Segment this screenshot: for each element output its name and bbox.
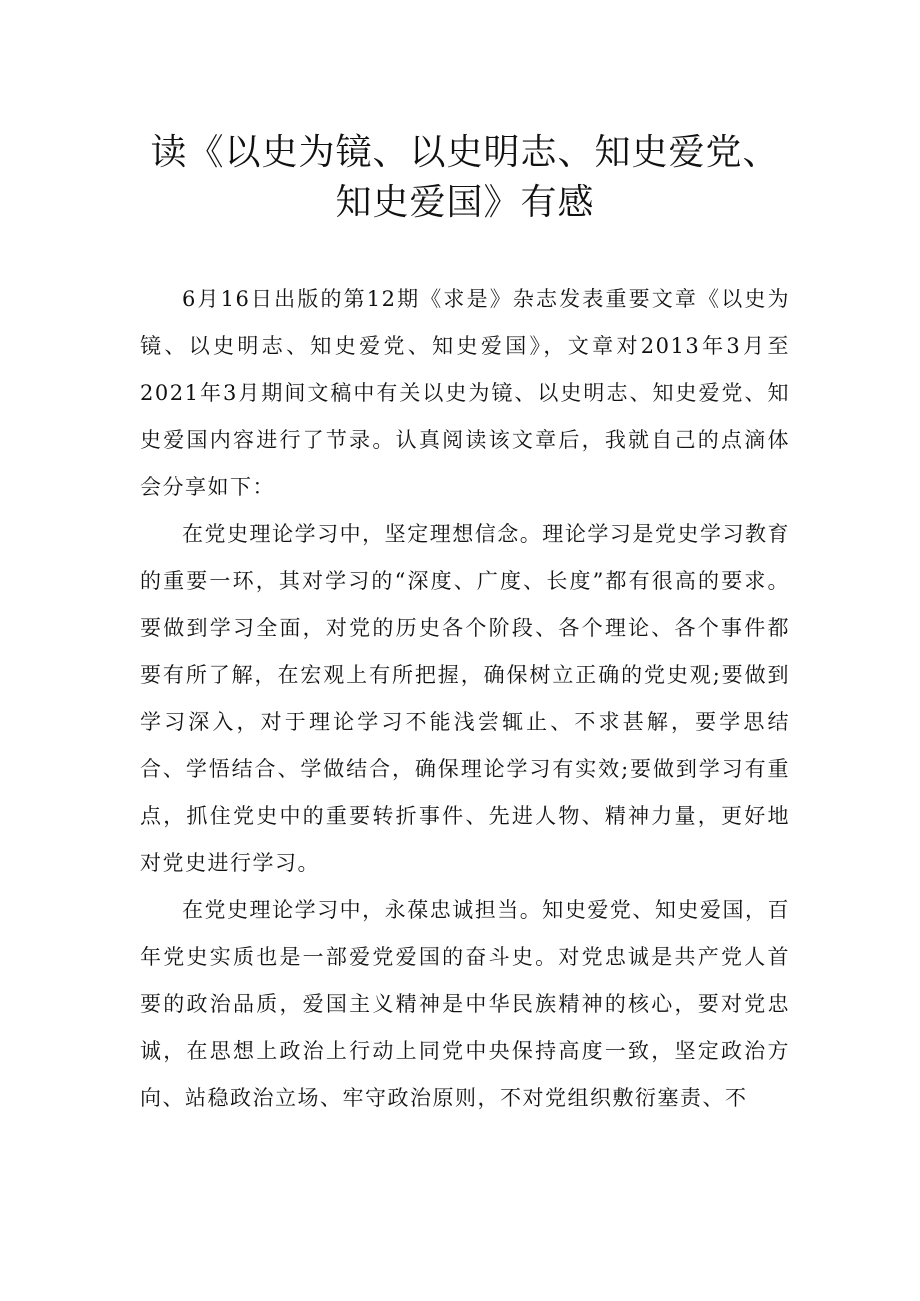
document-title: 读《以史为镜、以史明志、知史爱党、知史爱国》有感 bbox=[150, 132, 780, 223]
paragraph-intro: 6月16日出版的第12期《求是》杂志发表重要文章《以史为镜、以史明志、知史爱党、知史爱国》，文章对2013年3月至2021年3月期间文稿中有关以史为镜、以史明志、知史爱党、知史爱国内容进行了节录。认真阅读该文章后，我就自己的点滴体会分享如下： bbox=[140, 287, 790, 499]
paragraph-loyalty: 在党史理论学习中，永葆忠诚担当。知史爱党、知史爱国，百年党史实质也是一部爱党爱国的奋斗史。对党忠诚是共产党人首要的政治品质，爱国主义精神是中华民族精神的核心，要对党忠诚，在思想上政治上行动上同党中央保持高度一致，坚定政治方向、站稳政治立场、牢守政治原则，不对党组织敷衍塞责、不 bbox=[140, 898, 790, 1110]
document-body bbox=[140, 276, 790, 1122]
paragraph-ideals: 在党史理论学习中，坚定理想信念。理论学习是党史学习教育的重要一环，其对学习的“深度、广度、长度”都有很高的要求。要做到学习全面，对党的历史各个阶段、各个理论、各个事件都要有所了解，在宏观上有所把握，确保树立正确的党史观;要做到学习深入，对于理论学习不能浅尝辄止、不求甚解，要学思结合、学悟结合、学做结合，确保理论学习有实效;要做到学习有重点，抓住党史中的重要转折事件、先进人物、精神力量，更好地对党史进行学习。 bbox=[140, 522, 790, 875]
